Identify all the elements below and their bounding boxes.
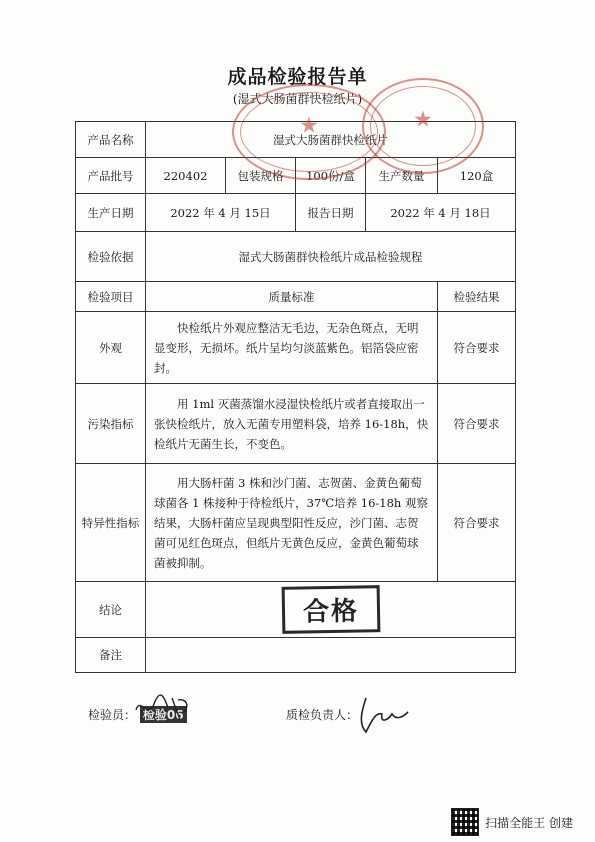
batch-value: 220402	[146, 158, 226, 194]
footer-text: 扫描全能王 创建	[485, 815, 573, 830]
row-standard: 用 1ml 灭菌蒸馏水浸湿快检纸片或者直接取出一张快检纸片，放入无菌专用塑料袋，培养 16-18h，快检纸片无菌生长，不变色。	[146, 384, 438, 464]
row-result: 符合要求	[438, 464, 516, 582]
qc-handwriting	[352, 690, 412, 740]
prod-date-value: 2022 年 4 月 15日	[146, 194, 296, 232]
table-row	[76, 312, 516, 384]
scanner-footer	[451, 808, 573, 836]
row-item: 外观	[76, 312, 146, 384]
inspector-label: 检验员：	[88, 708, 137, 722]
row-item: 特异性指标	[76, 464, 146, 582]
report-date-label: 报告日期	[296, 194, 366, 232]
remarks-label: 备注	[76, 638, 146, 673]
row-result: 符合要求	[438, 312, 516, 384]
qualified-stamp: 合格	[281, 585, 380, 634]
inspector-stamp: 检验06	[140, 706, 187, 723]
spec-label: 包装规格	[226, 158, 296, 194]
report-date-value: 2022 年 4 月 18日	[366, 194, 516, 232]
page-title: 成品检验报告单	[227, 66, 368, 88]
product-name-label: 产品名称	[76, 122, 146, 158]
table-row	[76, 158, 516, 194]
table-row	[76, 194, 516, 232]
conclusion-label: 结论	[76, 582, 146, 638]
basis-label: 检验依据	[76, 232, 146, 282]
row-item: 污染指标	[76, 384, 146, 464]
qc-signature	[286, 706, 358, 723]
prod-date-label: 生产日期	[76, 194, 146, 232]
table-row	[76, 384, 516, 464]
product-name-value: 湿式大肠菌群快检纸片	[146, 122, 516, 158]
col-header-item: 检验项目	[76, 282, 146, 312]
table-row	[76, 464, 516, 582]
table-row	[76, 638, 516, 673]
qc-label: 质检负责人：	[286, 708, 359, 722]
spec-value: 100份/盒	[296, 158, 366, 194]
qty-value: 120盒	[438, 158, 516, 194]
page-subtitle: (湿式大肠菌群快检纸片)	[232, 92, 363, 106]
row-standard: 快检纸片外观应整洁无毛边，无杂色斑点，无明显变形，无损坏。纸片呈均匀淡蓝紫色。铝箔袋应密封。	[146, 312, 438, 384]
col-header-result: 检验结果	[438, 282, 516, 312]
table-row	[76, 232, 516, 282]
seal-star-icon: ★	[413, 107, 433, 133]
seal-star-icon: ★	[299, 113, 319, 139]
table-row	[76, 122, 516, 158]
batch-label: 产品批号	[76, 158, 146, 194]
col-header-standard: 质量标准	[146, 282, 438, 312]
conclusion-cell	[146, 582, 516, 638]
row-standard: 用大肠杆菌 3 株和沙门菌、志贺菌、金黄色葡萄球菌各 1 株接种于待检纸片，37℃培养 16-18h 观察结果，大肠杆菌应呈现典型阳性反应，沙门菌、志贺菌可见红色斑点，但纸片无黄色反应，金黄色葡萄球菌被抑制。	[146, 464, 438, 582]
basis-value: 湿式大肠菌群快检纸片成品检验规程	[146, 232, 516, 282]
inspector-handwriting	[128, 690, 198, 726]
inspection-table	[75, 121, 516, 673]
table-row	[76, 582, 516, 638]
qty-label: 生产数量	[366, 158, 438, 194]
table-header-row	[76, 282, 516, 312]
row-result: 符合要求	[438, 384, 516, 464]
qr-code-icon	[451, 808, 479, 836]
remarks-value	[146, 638, 516, 673]
